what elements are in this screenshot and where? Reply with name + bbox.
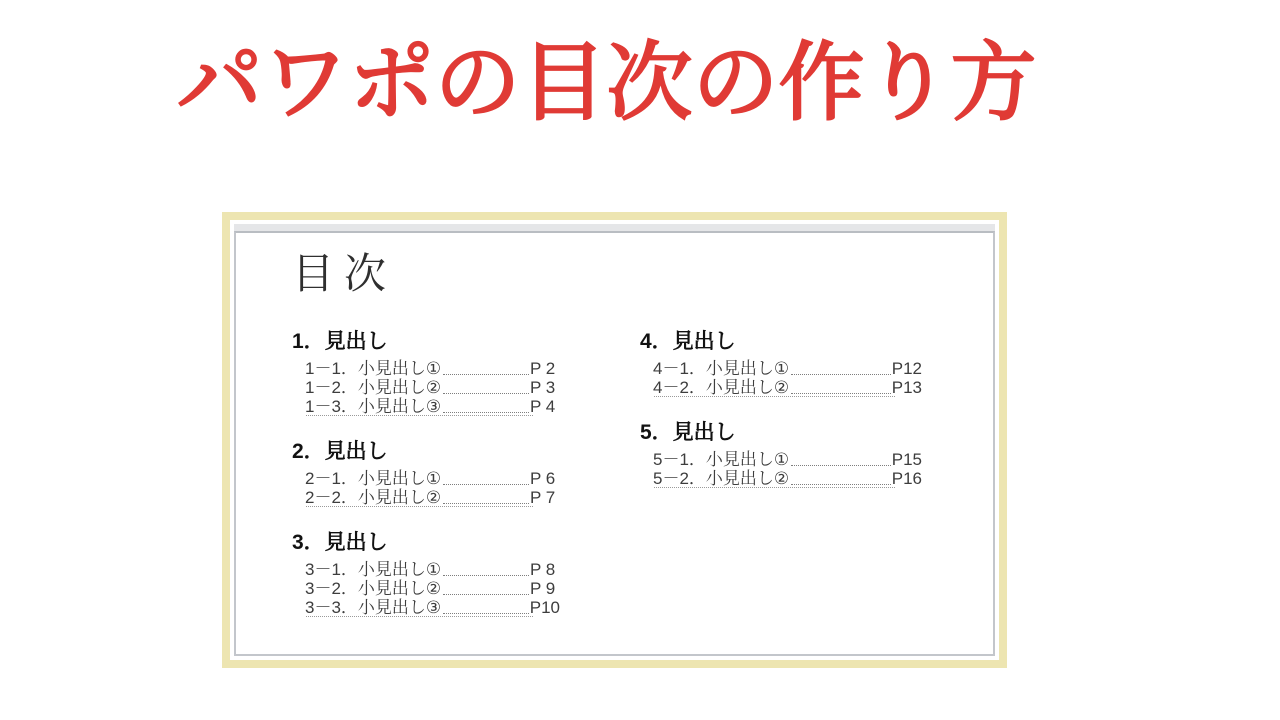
dotted-leader <box>443 503 529 504</box>
toc-item <box>640 359 922 378</box>
slide-title: 目次 <box>292 250 397 297</box>
dotted-leader <box>791 465 891 466</box>
toc-item-page: P 2 <box>530 359 556 378</box>
toc-item <box>640 469 922 488</box>
toc-item-page: P10 <box>529 598 560 617</box>
toc-item-label: 1－2．小見出し② <box>305 378 442 397</box>
toc-item <box>292 598 560 617</box>
toc-item-label: 4－1．小見出し① <box>653 359 790 378</box>
toc-item <box>640 450 922 469</box>
toc-item <box>292 469 560 488</box>
toc-item-label: 2－1．小見出し① <box>305 469 442 488</box>
dotted-leader <box>443 374 529 375</box>
workspace-strip <box>234 224 995 231</box>
toc-item <box>292 560 560 579</box>
slide-frame <box>222 212 1007 668</box>
toc-section-heading: 4．見出し <box>640 330 736 353</box>
dotted-leader <box>791 393 891 394</box>
toc-item-page: P 3 <box>530 378 556 397</box>
toc-columns <box>292 331 993 617</box>
toc-column-left <box>292 331 560 617</box>
toc-item-page: P12 <box>891 359 922 378</box>
toc-item-page: P13 <box>891 378 922 397</box>
dotted-leader <box>443 594 529 595</box>
toc-column-right <box>640 331 922 617</box>
toc-item-label: 5－1．小見出し① <box>653 450 790 469</box>
toc-section-1 <box>292 331 560 416</box>
dotted-leader <box>443 575 529 576</box>
dotted-leader <box>443 613 529 614</box>
toc-item-label: 3－3．小見出し③ <box>305 598 442 617</box>
toc-item-label: 5－2．小見出し② <box>653 469 790 488</box>
toc-item-page: P 8 <box>530 560 556 579</box>
toc-item <box>640 378 922 397</box>
toc-item-label: 1－1．小見出し① <box>305 359 442 378</box>
toc-item <box>292 397 560 416</box>
toc-item <box>292 488 560 507</box>
toc-section-heading: 3．見出し <box>292 531 388 554</box>
toc-item-page: P16 <box>891 469 922 488</box>
dotted-leader <box>443 484 529 485</box>
dotted-leader <box>791 484 891 485</box>
toc-section-3 <box>292 532 560 617</box>
slide-frame-inner <box>230 220 999 660</box>
toc-item-label: 3－2．小見出し② <box>305 579 442 598</box>
toc-item-label: 3－1．小見出し① <box>305 560 442 579</box>
dotted-leader <box>443 393 529 394</box>
toc-item <box>292 378 560 397</box>
page-title: パワポの目次の作り方 <box>176 35 1037 131</box>
toc-item-page: P 4 <box>530 397 556 416</box>
toc-item-label: 2－2．小見出し② <box>305 488 442 507</box>
toc-item-page: P 6 <box>530 469 556 488</box>
dotted-leader <box>443 412 529 413</box>
dotted-leader <box>791 374 891 375</box>
toc-item <box>292 359 560 378</box>
toc-section-heading: 5．見出し <box>640 421 736 444</box>
slide <box>234 231 995 656</box>
toc-section-heading: 1．見出し <box>292 330 388 353</box>
toc-item-label: 4－2．小見出し② <box>653 378 790 397</box>
toc-item-page: P 9 <box>530 579 556 598</box>
toc-section-2 <box>292 441 560 507</box>
toc-section-heading: 2．見出し <box>292 440 388 463</box>
toc-item-label: 1－3．小見出し③ <box>305 397 442 416</box>
toc-item-page: P15 <box>891 450 922 469</box>
toc-section-4 <box>640 331 922 397</box>
toc-item <box>292 579 560 598</box>
toc-item-page: P 7 <box>530 488 556 507</box>
toc-section-5 <box>640 422 922 488</box>
